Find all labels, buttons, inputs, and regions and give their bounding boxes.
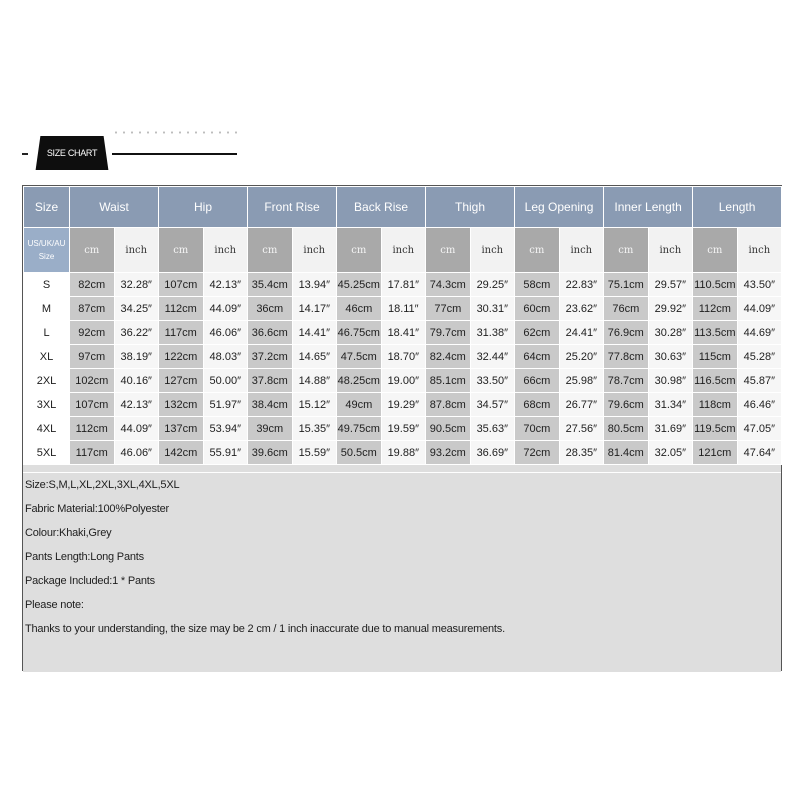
inch-value-cell: 19.88″ (381, 441, 426, 465)
inch-value-cell: 18.70″ (381, 345, 426, 369)
cm-value-cell: 49.75cm (337, 417, 382, 441)
product-notes (23, 472, 781, 672)
note-line: Pants Length:Long Pants (25, 551, 144, 563)
cm-value-cell: 127cm (159, 369, 204, 393)
inch-value-cell: 44.09″ (737, 297, 782, 321)
cm-value-cell: 132cm (159, 393, 204, 417)
cm-value-cell: 117cm (70, 441, 115, 465)
size-cell: 4XL (24, 417, 70, 441)
note-line: Package Included:1 * Pants (25, 575, 155, 587)
cm-value-cell: 112cm (159, 297, 204, 321)
inch-value-cell: 13.94″ (292, 273, 337, 297)
cm-value-cell: 72cm (515, 441, 560, 465)
size-system-label: US/UK/AU (27, 239, 66, 248)
cm-value-cell: 50.5cm (337, 441, 382, 465)
size-chart-panel (22, 185, 782, 671)
cm-value-cell: 97cm (70, 345, 115, 369)
inch-value-cell: 30.98″ (648, 369, 693, 393)
note-line: Thanks to your understanding, the size may be 2 cm / 1 inch inaccurate due to manual measurements. (25, 623, 505, 635)
cm-value-cell: 66cm (515, 369, 560, 393)
cm-value-cell: 46.75cm (337, 321, 382, 345)
cm-value-cell: 74.3cm (426, 273, 471, 297)
inch-value-cell: 30.63″ (648, 345, 693, 369)
inch-value-cell: 33.50″ (470, 369, 515, 393)
unit-cm-header: cm (515, 228, 560, 273)
inch-value-cell: 27.56″ (559, 417, 604, 441)
cm-value-cell: 75.1cm (604, 273, 649, 297)
cm-value-cell: 107cm (70, 393, 115, 417)
column-header-thigh: Thigh (426, 187, 515, 228)
unit-cm-header: cm (337, 228, 382, 273)
column-header-front-rise: Front Rise (248, 187, 337, 228)
cm-value-cell: 70cm (515, 417, 560, 441)
cm-value-cell: 39.6cm (248, 441, 293, 465)
cm-value-cell: 37.8cm (248, 369, 293, 393)
inch-value-cell: 36.69″ (470, 441, 515, 465)
unit-inch-header: inch (381, 228, 426, 273)
cm-value-cell: 39cm (248, 417, 293, 441)
inch-value-cell: 31.69″ (648, 417, 693, 441)
cm-value-cell: 35.4cm (248, 273, 293, 297)
cm-value-cell: 68cm (515, 393, 560, 417)
unit-inch-header: inch (559, 228, 604, 273)
cm-value-cell: 62cm (515, 321, 560, 345)
cm-value-cell: 92cm (70, 321, 115, 345)
unit-cm-header: cm (248, 228, 293, 273)
size-cell: S (24, 273, 70, 297)
cm-value-cell: 82cm (70, 273, 115, 297)
unit-cm-header: cm (159, 228, 204, 273)
note-line: Size:S,M,L,XL,2XL,3XL,4XL,5XL (25, 479, 180, 491)
unit-cm-header: cm (70, 228, 115, 273)
inch-value-cell: 31.38″ (470, 321, 515, 345)
size-cell: L (24, 321, 70, 345)
inch-value-cell: 35.63″ (470, 417, 515, 441)
inch-value-cell: 19.00″ (381, 369, 426, 393)
table-row (24, 369, 782, 393)
cm-value-cell: 37.2cm (248, 345, 293, 369)
table-header-row (24, 187, 782, 228)
inch-value-cell: 19.29″ (381, 393, 426, 417)
cm-value-cell: 93.2cm (426, 441, 471, 465)
table-row (24, 321, 782, 345)
cm-value-cell: 77cm (426, 297, 471, 321)
inch-value-cell: 50.00″ (203, 369, 248, 393)
cm-value-cell: 115cm (693, 345, 738, 369)
unit-cm-header: cm (426, 228, 471, 273)
note-line: Please note: (25, 599, 84, 611)
inch-value-cell: 30.28″ (648, 321, 693, 345)
inch-value-cell: 48.03″ (203, 345, 248, 369)
inch-value-cell: 55.91″ (203, 441, 248, 465)
inch-value-cell: 29.25″ (470, 273, 515, 297)
inch-value-cell: 18.41″ (381, 321, 426, 345)
inch-value-cell: 29.57″ (648, 273, 693, 297)
header-rule (112, 153, 237, 155)
cm-value-cell: 36.6cm (248, 321, 293, 345)
size-cell: 2XL (24, 369, 70, 393)
inch-value-cell: 44.69″ (737, 321, 782, 345)
table-row (24, 393, 782, 417)
cm-value-cell: 142cm (159, 441, 204, 465)
cm-value-cell: 90.5cm (426, 417, 471, 441)
inch-value-cell: 25.98″ (559, 369, 604, 393)
cm-value-cell: 77.8cm (604, 345, 649, 369)
inch-value-cell: 19.59″ (381, 417, 426, 441)
column-header-back-rise: Back Rise (337, 187, 426, 228)
size-cell: XL (24, 345, 70, 369)
inch-value-cell: 30.31″ (470, 297, 515, 321)
inch-value-cell: 34.25″ (114, 297, 159, 321)
inch-value-cell: 24.41″ (559, 321, 604, 345)
cm-value-cell: 79.7cm (426, 321, 471, 345)
inch-value-cell: 26.77″ (559, 393, 604, 417)
size-table (23, 186, 782, 465)
cm-value-cell: 64cm (515, 345, 560, 369)
size-column-header: Size (24, 187, 70, 228)
cm-value-cell: 80.5cm (604, 417, 649, 441)
cm-value-cell: 116.5cm (693, 369, 738, 393)
unit-inch-header: inch (114, 228, 159, 273)
size-cell: 3XL (24, 393, 70, 417)
inch-value-cell: 22.83″ (559, 273, 604, 297)
inch-value-cell: 36.22″ (114, 321, 159, 345)
table-row (24, 273, 782, 297)
cm-value-cell: 60cm (515, 297, 560, 321)
cm-value-cell: 122cm (159, 345, 204, 369)
inch-value-cell: 18.11″ (381, 297, 426, 321)
size-system-sub-label: Size (38, 252, 55, 261)
inch-value-cell: 14.88″ (292, 369, 337, 393)
cm-value-cell: 110.5cm (693, 273, 738, 297)
inch-value-cell: 14.17″ (292, 297, 337, 321)
inch-value-cell: 45.28″ (737, 345, 782, 369)
cm-value-cell: 48.25cm (337, 369, 382, 393)
inch-value-cell: 32.28″ (114, 273, 159, 297)
inch-value-cell: 28.35″ (559, 441, 604, 465)
cm-value-cell: 113.5cm (693, 321, 738, 345)
column-header-waist: Waist (70, 187, 159, 228)
cm-value-cell: 107cm (159, 273, 204, 297)
table-row (24, 345, 782, 369)
inch-value-cell: 14.41″ (292, 321, 337, 345)
inch-value-cell: 25.20″ (559, 345, 604, 369)
inch-value-cell: 45.87″ (737, 369, 782, 393)
cm-value-cell: 112cm (693, 297, 738, 321)
table-row (24, 417, 782, 441)
cm-value-cell: 79.6cm (604, 393, 649, 417)
inch-value-cell: 32.44″ (470, 345, 515, 369)
inch-value-cell: 23.62″ (559, 297, 604, 321)
column-header-length: Length (693, 187, 782, 228)
cm-value-cell: 46cm (337, 297, 382, 321)
cm-value-cell: 76cm (604, 297, 649, 321)
inch-value-cell: 17.81″ (381, 273, 426, 297)
size-chart-badge (34, 136, 110, 170)
cm-value-cell: 58cm (515, 273, 560, 297)
size-chart-header (0, 126, 800, 176)
inch-value-cell: 14.65″ (292, 345, 337, 369)
column-header-leg-opening: Leg Opening (515, 187, 604, 228)
size-system-header (24, 228, 70, 273)
inch-value-cell: 15.12″ (292, 393, 337, 417)
cm-value-cell: 121cm (693, 441, 738, 465)
size-cell: M (24, 297, 70, 321)
inch-value-cell: 43.50″ (737, 273, 782, 297)
note-line: Colour:Khaki,Grey (25, 527, 112, 539)
inch-value-cell: 15.59″ (292, 441, 337, 465)
inch-value-cell: 47.64″ (737, 441, 782, 465)
unit-inch-header: inch (203, 228, 248, 273)
cm-value-cell: 82.4cm (426, 345, 471, 369)
unit-cm-header: cm (604, 228, 649, 273)
cm-value-cell: 119.5cm (693, 417, 738, 441)
inch-value-cell: 46.06″ (203, 321, 248, 345)
inch-value-cell: 44.09″ (203, 297, 248, 321)
inch-value-cell: 46.06″ (114, 441, 159, 465)
units-row (24, 228, 782, 273)
cm-value-cell: 38.4cm (248, 393, 293, 417)
unit-inch-header: inch (737, 228, 782, 273)
cm-value-cell: 87.8cm (426, 393, 471, 417)
inch-value-cell: 42.13″ (114, 393, 159, 417)
inch-value-cell: 40.16″ (114, 369, 159, 393)
cm-value-cell: 78.7cm (604, 369, 649, 393)
header-dash (22, 153, 28, 155)
size-chart-badge-label: SIZE CHART (46, 148, 98, 158)
unit-inch-header: inch (292, 228, 337, 273)
column-header-inner-length: Inner Length (604, 187, 693, 228)
size-cell: 5XL (24, 441, 70, 465)
column-header-hip: Hip (159, 187, 248, 228)
cm-value-cell: 81.4cm (604, 441, 649, 465)
cm-value-cell: 45.25cm (337, 273, 382, 297)
inch-value-cell: 34.57″ (470, 393, 515, 417)
cm-value-cell: 49cm (337, 393, 382, 417)
inch-value-cell: 29.92″ (648, 297, 693, 321)
table-body (24, 273, 782, 465)
inch-value-cell: 46.46″ (737, 393, 782, 417)
cm-value-cell: 102cm (70, 369, 115, 393)
inch-value-cell: 51.97″ (203, 393, 248, 417)
unit-inch-header: inch (470, 228, 515, 273)
table-row (24, 297, 782, 321)
unit-cm-header: cm (693, 228, 738, 273)
cm-value-cell: 112cm (70, 417, 115, 441)
inch-value-cell: 47.05″ (737, 417, 782, 441)
cm-value-cell: 117cm (159, 321, 204, 345)
inch-value-cell: 44.09″ (114, 417, 159, 441)
cm-value-cell: 87cm (70, 297, 115, 321)
inch-value-cell: 42.13″ (203, 273, 248, 297)
table-row (24, 441, 782, 465)
cm-value-cell: 36cm (248, 297, 293, 321)
cm-value-cell: 118cm (693, 393, 738, 417)
cm-value-cell: 76.9cm (604, 321, 649, 345)
cm-value-cell: 47.5cm (337, 345, 382, 369)
inch-value-cell: 53.94″ (203, 417, 248, 441)
header-dotted-line (112, 131, 240, 134)
note-line: Fabric Material:100%Polyester (25, 503, 169, 515)
cm-value-cell: 85.1cm (426, 369, 471, 393)
inch-value-cell: 38.19″ (114, 345, 159, 369)
inch-value-cell: 15.35″ (292, 417, 337, 441)
inch-value-cell: 31.34″ (648, 393, 693, 417)
cm-value-cell: 137cm (159, 417, 204, 441)
inch-value-cell: 32.05″ (648, 441, 693, 465)
unit-inch-header: inch (648, 228, 693, 273)
